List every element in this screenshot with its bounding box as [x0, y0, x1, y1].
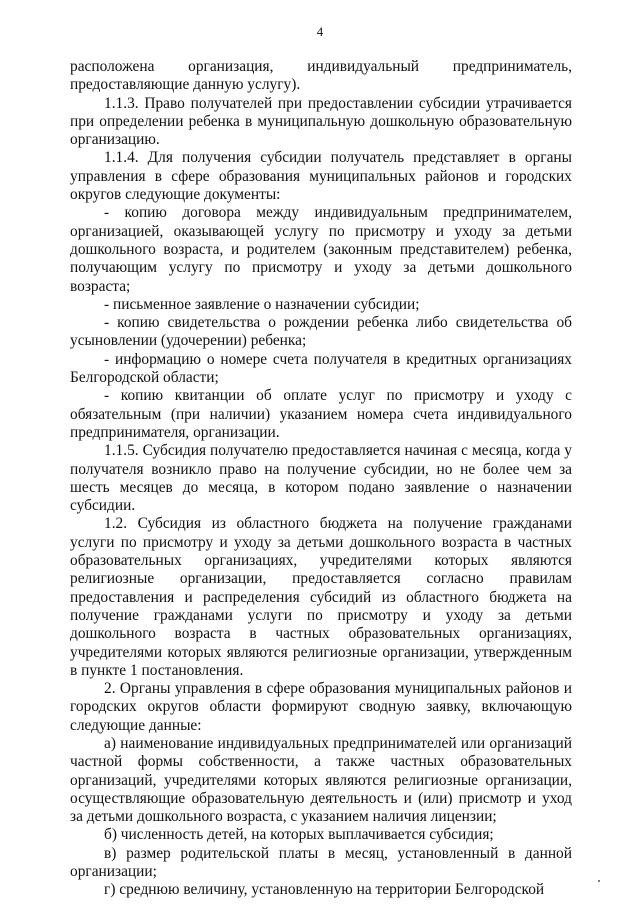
list-item-account-info: - информацию о номере счета получателя в кредитных организациях Белгородской области;: [70, 350, 572, 387]
paragraph-1-1-4: 1.1.4. Для получения субсидии получатель представляет в органы управления в сфере образования муниципальных районов и городских округов следующие документы:: [70, 149, 572, 204]
paragraph-1-2: 1.2. Субсидия из областного бюджета на получение гражданами услуги по присмотру и уходу за детьми дошкольного возраста в частных образовательных организациях, учредителями которых являются религиозные организации, предоставляется согласно правилам предоставления и распределения субсидий из областного бюджета на получение гражданами услуги по присмотру и уходу за детьми дошкольного возраста в частных образовательных организациях, учредителями которых являются религиозные организации, утвержденным в пункте 1 постановления.: [70, 515, 572, 679]
list-item-b: б) численность детей, на которых выплачивается субсидия;: [104, 826, 494, 844]
list-item-application: - письменное заявление о назначении субсидии;: [104, 295, 420, 313]
list-item-contract-copy: - копию договора между индивидуальным предпринимателем, организацией, оказывающей услугу по присмотру и уходу за детьми дошкольного возраста, и родителем (законным представителем) ребенка, получающим услугу по присмотру и уходу за детьми дошкольного возраста;: [70, 204, 572, 295]
paragraph-2: 2. Органы управления в сфере образования муниципальных районов и городских округов области формируют сводную заявку, включающую следующие данные:: [70, 680, 572, 734]
list-item-payment-receipt: - копию квитанции об оплате услуг по присмотру и уходу с обязательным (при наличии) указанием номера счета индивидуального предпринимателя, организации.: [70, 387, 572, 441]
list-item-a: а) наименование индивидуальных предпринимателей или организаций частной формы собственности, а также частных образовательных организаций, учредителями которых являются религиозные организации, осуществляющие образовательную деятельность и (или) присмотр и уход за детьми дошкольного возраста, с указанием наличия лицензии;: [70, 734, 572, 826]
scan-speck: [598, 880, 600, 882]
paragraph-1-1-5: 1.1.5. Субсидия получателю предоставляется начиная с месяца, когда у получателя возникло право на получение субсидии, но не более чем за шесть месяцев до месяца, в котором подано заявление о назначении субсидии.: [70, 442, 572, 515]
list-item-g: г) среднюю величину, установленную на территории Белгородской: [104, 881, 545, 899]
paragraph-continuation: расположена организация, индивидуальный предприниматель, предоставляющие данную услугу).: [70, 58, 572, 94]
document-body: [70, 58, 572, 900]
page-number: 4: [316, 24, 324, 39]
list-item-v: в) размер родительской платы в месяц, установленный в данной организации;: [70, 844, 572, 881]
list-item-birth-certificate: - копию свидетельства о рождении ребенка либо свидетельства об усыновлении (удочерении) ребенка;: [70, 314, 572, 350]
paragraph-1-1-3: 1.1.3. Право получателей при предоставлении субсидии утрачивается при определении ребенка в муниципальную дошкольную образовательную организацию.: [70, 94, 572, 149]
